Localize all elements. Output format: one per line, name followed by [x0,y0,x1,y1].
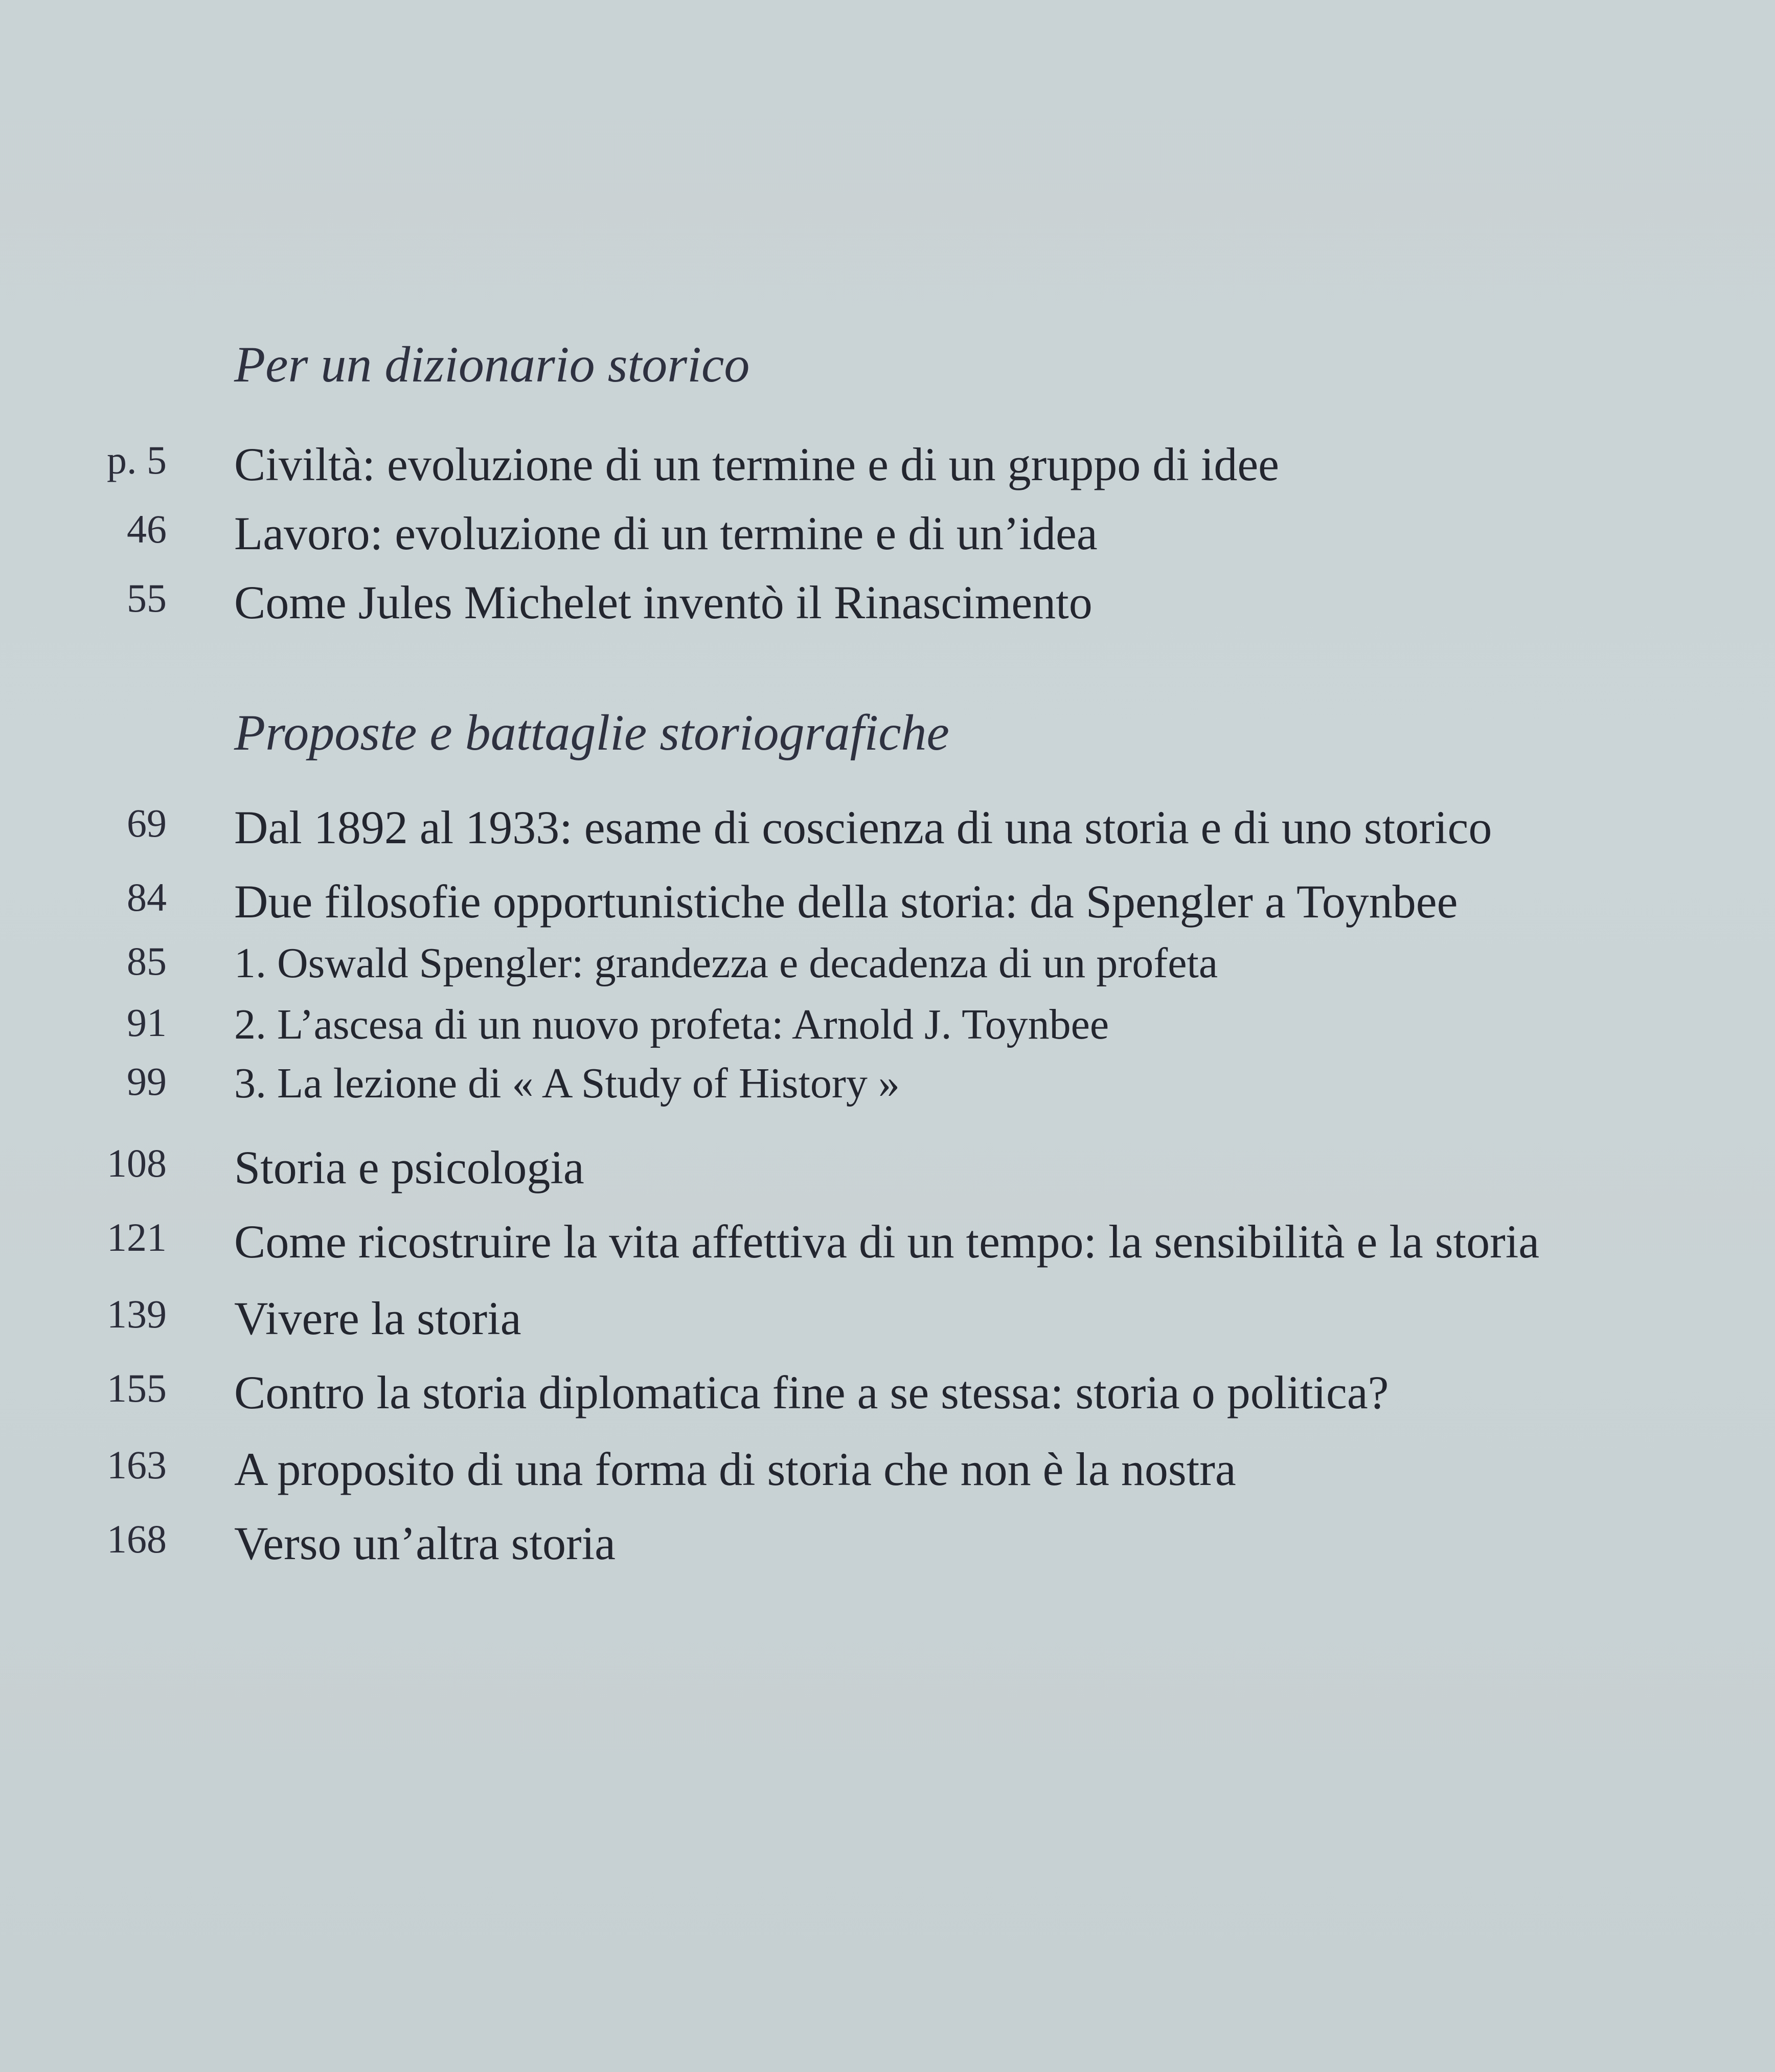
page-number: 168 [107,1517,167,1561]
entry-title: Storia e psicologia [234,1141,584,1193]
entry-title: 1. Oswald Spengler: grandezza e decadenza di un profeta [234,939,1218,987]
entry-title: Verso un’altra storia [234,1517,616,1569]
toc-entry [0,1365,1775,1422]
page-number: 55 [127,576,167,620]
toc-entry [0,1000,1775,1056]
section-title: Proposte e battaglie storiografiche [234,704,949,761]
toc-entry [0,800,1775,857]
toc-entry [0,1214,1775,1271]
entry-title: A proposito di una forma di storia che non è la nostra [234,1443,1236,1495]
page-number: 163 [107,1443,167,1487]
toc-entry [0,938,1775,995]
toc-entry [0,1291,1775,1347]
toc-entry [0,575,1775,632]
page-number: 84 [127,875,167,919]
entry-title: Vivere la storia [234,1292,521,1344]
toc-entry [0,1058,1775,1115]
entry-title: Come ricostruire la vita affettiva di un tempo: la sensibilità e la storia [234,1215,1540,1268]
page-number: 121 [107,1215,167,1259]
entry-title: Come Jules Michelet inventò il Rinascimento [234,576,1093,628]
page-number: 91 [127,1000,167,1045]
entry-title: Due filosofie opportunistiche della storia: da Spengler a Toynbee [234,875,1458,928]
section-title: Per un dizionario storico [234,336,750,393]
toc-entry [0,1516,1775,1572]
entry-title: 2. L’ascesa di un nuovo profeta: Arnold J. Toynbee [234,1001,1109,1048]
page-number: 108 [107,1141,167,1185]
entry-title: Civiltà: evoluzione di un termine e di un gruppo di idee [234,438,1279,490]
page-number: 85 [127,939,167,983]
page-number: 99 [127,1059,167,1103]
toc-entry [0,506,1775,562]
toc-entry [0,437,1775,493]
page-number: 46 [127,507,167,551]
page-number: 155 [107,1366,167,1410]
entry-title: Lavoro: evoluzione di un termine e di un’idea [234,507,1098,559]
toc-entry [0,1442,1775,1498]
toc-entry [0,1140,1775,1197]
entry-title: Contro la storia diplomatica fine a se stessa: storia o politica? [234,1366,1389,1418]
page-number: p. 5 [107,438,167,482]
entry-title: Dal 1892 al 1933: esame di coscienza di una storia e di uno storico [234,801,1492,853]
page-number: 69 [127,801,167,845]
page-number: 139 [107,1292,167,1336]
entry-title: 3. La lezione di « A Study of History » [234,1060,900,1107]
toc-entry [0,874,1775,931]
